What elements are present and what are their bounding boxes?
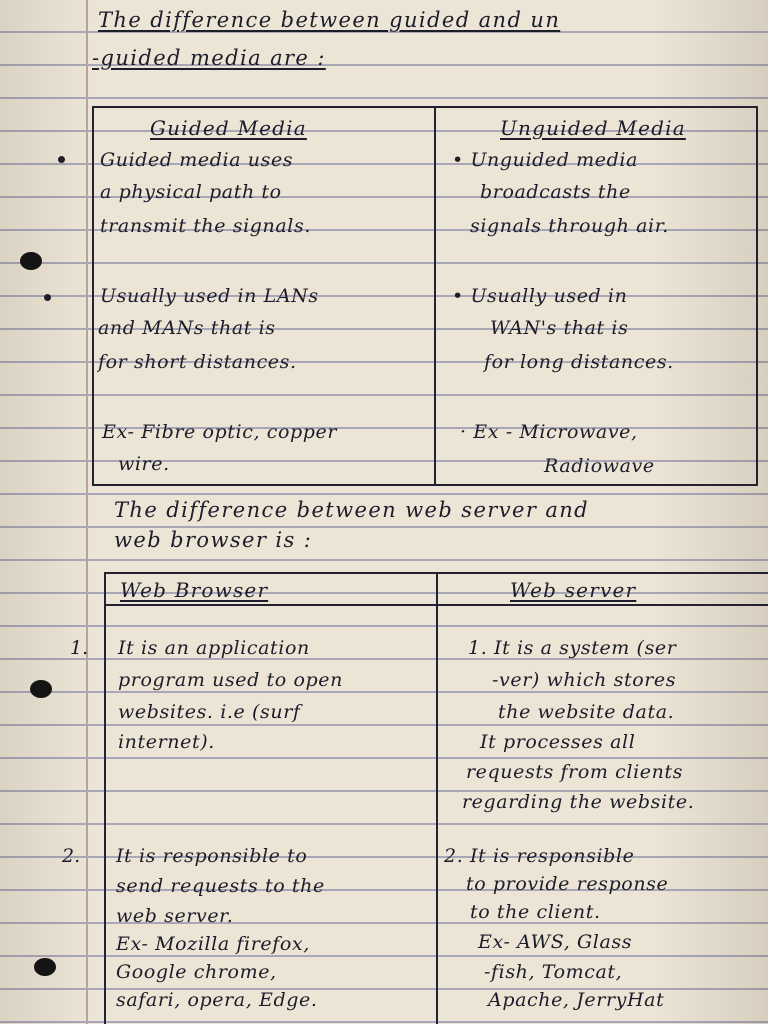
section2-table-divider: [436, 572, 438, 1024]
unguided-row2-line2: WAN's that is: [490, 317, 629, 339]
guided-media-column-header: Guided Media: [150, 116, 307, 140]
server-row1-line5: requests from clients: [466, 761, 684, 783]
browser-row1-line4: internet).: [118, 731, 215, 753]
section1-table-left: [92, 106, 94, 486]
server-row2-line6: Apache, JerryHat: [488, 989, 665, 1011]
server-row2-line5: -fish, Tomcat,: [484, 961, 623, 983]
unguided-example-line1: · Ex - Microwave,: [460, 421, 638, 443]
browser-row1-line1: It is an application: [118, 637, 310, 659]
browser-row2-line2: send requests to the: [116, 875, 325, 897]
punch-hole-3: [34, 958, 56, 976]
row-number: 1.: [70, 637, 89, 659]
server-row1-line1: 1. It is a system (ser: [468, 637, 677, 659]
server-row2-line4: Ex- AWS, Glass: [478, 931, 633, 953]
server-row2-line1: 2. It is responsible: [444, 845, 635, 867]
browser-row2-line5: Google chrome,: [116, 961, 277, 983]
unguided-row1-line1: • Unguided media: [452, 149, 639, 171]
server-row1-line4: It processes all: [480, 731, 636, 753]
section1-table-top: [92, 106, 758, 108]
row-number: 2.: [62, 845, 81, 867]
section2-heading-line2: web browser is :: [114, 528, 313, 552]
browser-row2-line1: It is responsible to: [116, 845, 308, 867]
notebook-margin-line: [86, 0, 88, 1024]
browser-row2-line6: safari, opera, Edge.: [116, 989, 318, 1011]
unguided-row1-line2: broadcasts the: [480, 181, 631, 203]
browser-row1-line3: websites. i.e (surf: [118, 701, 301, 723]
section1-table-bottom: [92, 484, 758, 486]
server-row1-line2: -ver) which stores: [492, 669, 677, 691]
server-row2-line2: to provide response: [466, 873, 669, 895]
section1-table-right: [756, 106, 758, 486]
browser-row2-line3: web server.: [116, 905, 234, 927]
section1-heading-line1: The difference between guided and un: [98, 8, 561, 32]
guided-row2-line1: Usually used in LANs: [100, 285, 319, 307]
guided-row2-line2: and MANs that is: [98, 317, 276, 339]
guided-example-line1: Ex- Fibre optic, copper: [102, 421, 338, 443]
guided-row1-line3: transmit the signals.: [100, 215, 311, 237]
punch-hole-2: [30, 680, 52, 698]
guided-row1-line1: Guided media uses: [100, 149, 294, 171]
row-bullet: [58, 156, 65, 163]
guided-example-line2: wire.: [118, 453, 170, 475]
server-row2-line3: to the client.: [470, 901, 601, 923]
unguided-row1-line3: signals through air.: [470, 215, 669, 237]
server-row1-line6: regarding the website.: [462, 791, 695, 813]
section1-heading-line2: -guided media are :: [92, 46, 326, 70]
web-server-column-header: Web server: [510, 578, 637, 602]
browser-row2-line4: Ex- Mozilla firefox,: [116, 933, 310, 955]
unguided-media-column-header: Unguided Media: [500, 116, 686, 140]
section2-table-left: [104, 572, 106, 1024]
server-row1-line3: the website data.: [498, 701, 675, 723]
browser-row1-line2: program used to open: [118, 669, 343, 691]
guided-row1-line2: a physical path to: [100, 181, 282, 203]
row-bullet: [44, 294, 51, 301]
unguided-row2-line3: for long distances.: [484, 351, 674, 373]
section1-table-divider: [434, 106, 436, 486]
web-browser-column-header: Web Browser: [120, 578, 269, 602]
unguided-example-line2: Radiowave: [544, 455, 655, 477]
punch-hole-1: [20, 252, 42, 270]
guided-row2-line3: for short distances.: [98, 351, 297, 373]
section2-heading-line1: The difference between web server and: [114, 498, 590, 522]
unguided-row2-line1: • Usually used in: [452, 285, 628, 307]
